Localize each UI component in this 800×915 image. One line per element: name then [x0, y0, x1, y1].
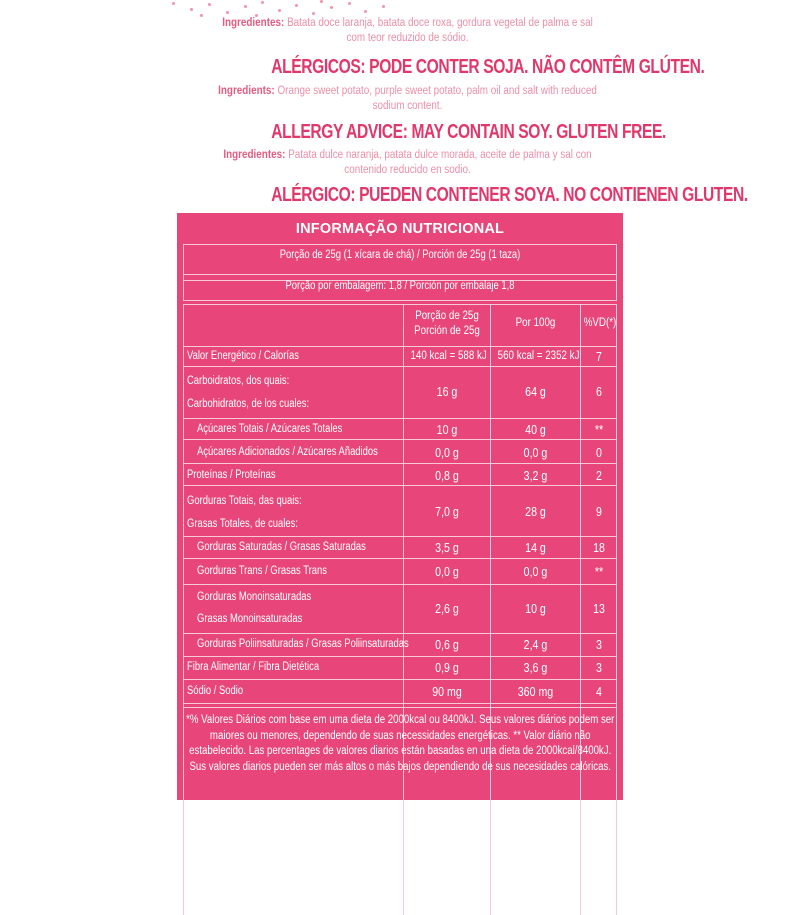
- row-name-mono-es: Grasas Monoinsaturadas: [197, 613, 303, 625]
- ingredients-en: [180, 84, 635, 114]
- ingredients-text: Patata dulce naranja, patata dulce morada, aceite de palma y sal con contenido reducido en sodio.: [288, 149, 592, 176]
- row-portion: 90 mg: [432, 685, 462, 699]
- row-per100: 0,0 g: [523, 446, 548, 460]
- col-header-per100: Por 100g: [515, 317, 556, 329]
- col-header-portion: [410, 309, 483, 339]
- row-vd: **: [594, 423, 604, 437]
- ingredients-text: Orange sweet potato, purple sweet potato, palm oil and salt with reduced sodium content.: [277, 85, 597, 112]
- row-name-poly: Gorduras Poliinsaturadas / Grasas Poliinsaturadas: [197, 638, 409, 650]
- row-portion: 0,6 g: [435, 638, 459, 652]
- row-name-carbs-es: Carbohidratos, de los cuales:: [187, 398, 310, 410]
- allergen-text: ALÉRGICO: PUEDEN CONTENER SOYA. NO CONTIENEN GLUTEN.: [271, 184, 748, 206]
- row-per100: 560 kcal = 2352 kJ: [497, 350, 580, 362]
- col-divider: [580, 304, 581, 915]
- allergen-text: ALÉRGICOS: PODE CONTER SOJA. NÃO CONTÊM GLÚTEN.: [271, 56, 705, 78]
- row-name-carbs: Carboidratos, dos quais:: [187, 375, 290, 387]
- row-name-protein: Proteínas / Proteínas: [187, 469, 276, 481]
- col-header-vd: %VD(*): [583, 317, 617, 329]
- col-header-portion-es: Porción de 25g: [414, 325, 480, 337]
- row-per100: 64 g: [525, 385, 546, 399]
- row-name-added-sugars: Açúcares Adicionados / Azúcares Añadidos: [197, 446, 378, 458]
- row-vd: 9: [596, 505, 602, 519]
- row-name-energy: Valor Energético / Calorías: [187, 350, 299, 362]
- col-header-portion-pt: Porção de 25g: [415, 310, 479, 322]
- col-divider: [403, 304, 404, 915]
- row-per100: 0,0 g: [523, 565, 548, 579]
- row-name-saturated: Gorduras Saturadas / Grasas Saturadas: [197, 541, 366, 553]
- row-per100: 3,2 g: [523, 469, 548, 483]
- row-vd: 3: [596, 638, 602, 652]
- allergen-pt: [170, 56, 705, 79]
- row-name-mono: Gorduras Monoinsaturadas: [197, 591, 312, 603]
- servings-per-package: Porção por embalagem: 1,8 / Porción por embalaje 1,8: [285, 280, 515, 292]
- row-vd: 7: [596, 350, 602, 364]
- row-per100: 3,6 g: [523, 661, 548, 675]
- allergen-es: [170, 184, 748, 207]
- row-portion: 7,0 g: [435, 505, 459, 519]
- row-portion: 16 g: [436, 385, 458, 399]
- allergen-en: [170, 121, 666, 144]
- row-portion: 0,0 g: [435, 565, 459, 579]
- allergen-text: ALLERGY ADVICE: MAY CONTAIN SOY. GLUTEN FREE.: [271, 121, 666, 143]
- col-divider: [490, 304, 491, 915]
- row-per100: 2,4 g: [523, 638, 548, 652]
- serving-size: Porção de 25g (1 xícara de chá) / Porción de 25g (1 taza): [279, 249, 521, 261]
- row-vd: 2: [596, 469, 602, 483]
- row-per100: 360 mg: [517, 685, 554, 699]
- row-vd: 6: [596, 385, 602, 399]
- ingredients-label: Ingredientes:: [223, 149, 286, 161]
- row-portion: 0,8 g: [435, 469, 459, 483]
- ingredients-es: [180, 148, 635, 178]
- row-name-sodium: Sódio / Sodio: [187, 685, 244, 697]
- row-name-total-fat: Gorduras Totais, das quais:: [187, 495, 302, 507]
- ingredients-text: Batata doce laranja, batata doce roxa, gordura vegetal de palma e sal com teor reduzido de sódio.: [287, 17, 593, 44]
- nutrition-panel: [177, 213, 623, 800]
- row-portion: 0,9 g: [435, 661, 459, 675]
- nutrition-title: INFORMAÇÃO NUTRICIONAL: [295, 221, 505, 237]
- row-portion: 0,0 g: [435, 446, 459, 460]
- row-vd: 18: [593, 541, 605, 555]
- row-vd: 0: [596, 446, 602, 460]
- ingredients-pt: [180, 16, 635, 46]
- row-portion: 2,6 g: [435, 602, 459, 616]
- row-portion: 140 kcal = 588 kJ: [410, 350, 487, 362]
- row-name-sugars: Açúcares Totais / Azúcares Totales: [197, 423, 343, 435]
- ingredients-label: Ingredientes:: [222, 17, 285, 29]
- row-vd: **: [594, 565, 604, 579]
- row-vd: 13: [593, 602, 605, 616]
- row-portion: 3,5 g: [435, 541, 459, 555]
- row-per100: 14 g: [525, 541, 546, 555]
- ingredients-label: Ingredients:: [218, 85, 275, 97]
- footnote: [183, 713, 617, 775]
- row-vd: 3: [596, 661, 602, 675]
- row-portion: 10 g: [436, 423, 458, 437]
- row-vd: 4: [596, 685, 602, 699]
- row-per100: 10 g: [525, 602, 546, 616]
- row-name-total-fat-es: Grasas Totales, de cuales:: [187, 518, 298, 530]
- footnote-text: *% Valores Diários com base em uma dieta de 2000kcal ou 8400kJ. Seus valores diários podem ser maiores ou menores, dependendo de suas necessidades energéticas. ** Valor diário não estabelecido. Las percentages de valores diarios están basadas en una dieta de 2000kcal/8400kJ. Sus valores diarios pueden ser más altos o más bajos dependiendo de sus necesidades calóricas.: [185, 714, 615, 773]
- row-per100: 28 g: [525, 505, 546, 519]
- row-name-fibre: Fibra Alimentar / Fibra Dietética: [187, 661, 320, 673]
- row-per100: 40 g: [525, 423, 546, 437]
- row-name-trans: Gorduras Trans / Grasas Trans: [197, 565, 327, 577]
